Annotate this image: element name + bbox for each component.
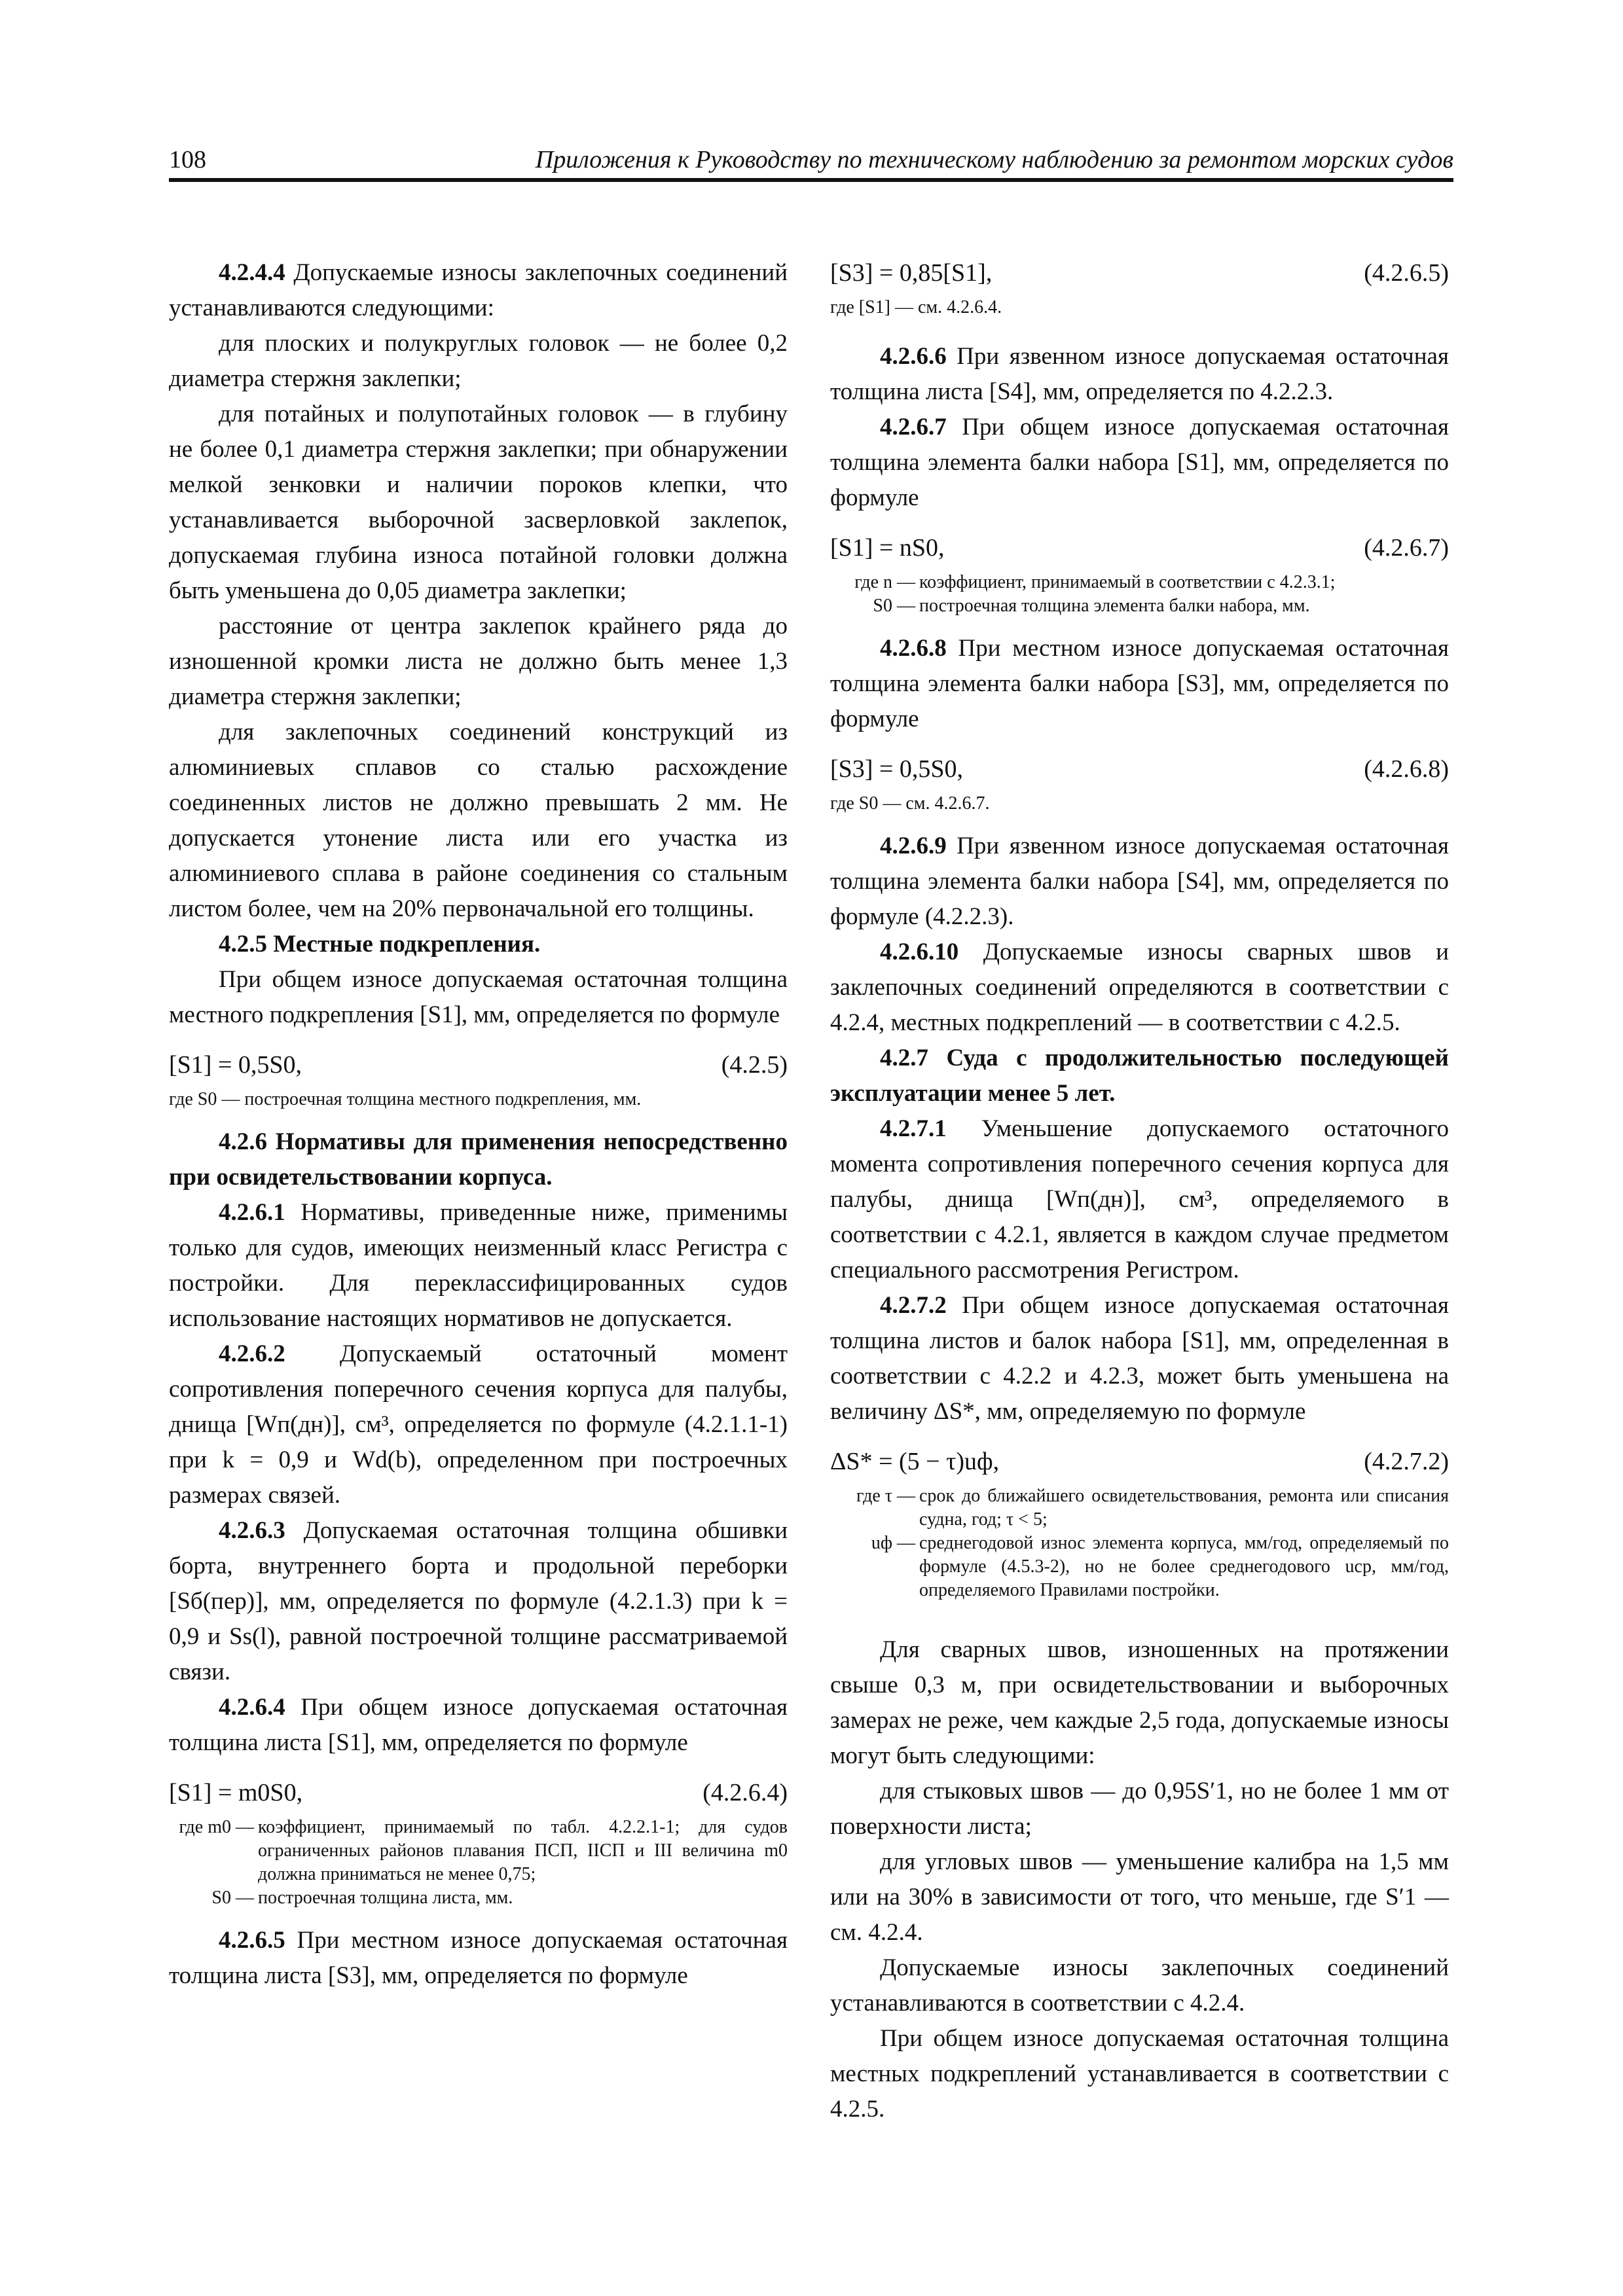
right-column	[830, 255, 1449, 2127]
paragraph-4-2-7-1: 4.2.7.1 Уменьшение допускаемого остаточного момента сопротивления поперечного сечения корпуса для палубы, днища [Wп(дн)], см³, определяемого в соответствии с 4.2.1, является в каждом случае предметом специального рассмотрения Регистром.	[830, 1115, 1449, 1283]
paragraph: Допускаемые износы заклепочных соединений устанавливаются в соответствии с 4.2.4.	[830, 1954, 1449, 2017]
paragraph-4-2-6-1: 4.2.6.1 Нормативы, приведенные ниже, применимы только для судов, имеющих неизменный класс Регистра с постройки. Для переклассифицированных судов использование настоящих нормативов не допускается.	[169, 1199, 788, 1332]
paragraph-4-2-6-3: 4.2.6.3 Допускаемая остаточная толщина обшивки борта, внутреннего борта и продольной переборки [Sб(пер)], мм, определяется по формуле (4.2.1.3) при k = 0,9 и Ss(l), равной построечной толщине рассматриваемой связи.	[169, 1517, 788, 1685]
formula-4-2-6-5	[830, 255, 1449, 291]
paragraph: для стыковых швов — до 0,95S′1, но не более 1 мм от поверхности листа;	[830, 1778, 1449, 1840]
formula-number: (4.2.6.8)	[1364, 755, 1449, 783]
formula-4-2-6-8	[830, 751, 1449, 787]
formula-number: (4.2.6.7)	[1364, 534, 1449, 562]
formula-note: где n — коэффициент, принимаемый в соответствии с 4.2.3.1; S0 — построечная толщина элемента балки набора, мм.	[854, 572, 1336, 616]
formula-note: где S0 — построечная толщина местного подкрепления, мм.	[169, 1089, 642, 1109]
paragraph-4-2-4-4: 4.2.4.4 Допускаемые износы заклепочных соединений устанавливаются следующими:	[169, 259, 788, 321]
paragraph-4-2-7-2: 4.2.7.2 При общем износе допускаемая остаточная толщина листов и балок набора [S1], мм, определенная в соответствии с 4.2.2 и 4.2.3, может быть уменьшена на величину ΔS*, мм, определяемую по формуле	[830, 1292, 1449, 1425]
formula-number: (4.2.6.4)	[702, 1779, 788, 1806]
paragraph-4-2-6-5: 4.2.6.5 При местном износе допускаемая остаточная толщина листа [S3], мм, определяется по формуле	[169, 1927, 788, 1989]
paragraph-4-2-6-10: 4.2.6.10 Допускаемые износы сварных швов и заклепочных соединений определяются в соответствии с 4.2.4, местных подкреплений — в соответствии с 4.2.5.	[830, 939, 1449, 1036]
formula-4-2-7-2	[830, 1444, 1449, 1479]
section-heading-4-2-7: 4.2.7 Суда с продолжительностью последующей эксплуатации менее 5 лет.	[830, 1045, 1449, 1107]
formula-number: (4.2.7.2)	[1364, 1448, 1449, 1475]
formula-number: (4.2.6.5)	[1364, 259, 1449, 287]
formula-4-2-6-7	[830, 530, 1449, 565]
formula-4-2-6-4	[169, 1775, 788, 1810]
paragraph-4-2-6-4: 4.2.6.4 При общем износе допускаемая остаточная толщина листа [S1], мм, определяется по формуле	[169, 1694, 788, 1756]
paragraph: для потайных и полупотайных головок — в глубину не более 0,1 диаметра стержня заклепки; при обнаружении мелкой зенковки и наличии пороков клепки, что устанавливается выборочной засверловкой заклепок, допускаемая глубина износа потайной головки должна быть уменьшена до 0,05 диаметра заклепки;	[169, 401, 788, 604]
formula-number: (4.2.5)	[721, 1051, 788, 1079]
paragraph-4-2-6-8: 4.2.6.8 При местном износе допускаемая остаточная толщина элемента балки набора [S3], мм, определяется по формуле	[830, 635, 1449, 732]
paragraph: для плоских и полукруглых головок — не более 0,2 диаметра стержня заклепки;	[169, 330, 788, 392]
paragraph: для угловых швов — уменьшение калибра на 1,5 мм или на 30% в зависимости от того, что меньше, где S′1 — см. 4.2.4.	[830, 1848, 1449, 1946]
paragraph: При общем износе допускаемая остаточная толщина местных подкреплений устанавливается в соответствии с 4.2.5.	[830, 2025, 1449, 2123]
running-title: Приложения к Руководству по техническому наблюдению за ремонтом морских судов	[535, 146, 1453, 173]
formula-expression: [S3] = 0,5S0,	[830, 755, 964, 783]
paragraph-4-2-6-9: 4.2.6.9 При язвенном износе допускаемая остаточная толщина элемента балки набора [S4], мм, определяется по формуле (4.2.2.3).	[830, 833, 1449, 930]
formula-4-2-5	[169, 1047, 788, 1083]
formula-note: где [S1] — см. 4.2.6.4.	[830, 297, 1002, 317]
paragraph-4-2-6-2: 4.2.6.2 Допускаемый остаточный момент сопротивления поперечного сечения корпуса для палубы, днища [Wп(дн)], см³, определяется по формуле (4.2.1.1-1) при k = 0,9 и Wd(b), определенном при построечных размерах связей.	[169, 1340, 788, 1509]
formula-expression: [S3] = 0,85[S1],	[830, 259, 993, 287]
header-rule	[169, 178, 1453, 182]
paragraph-4-2-6-7: 4.2.6.7 При общем износе допускаемая остаточная толщина элемента балки набора [S1], мм, определяется по формуле	[830, 414, 1449, 511]
formula-expression: [S1] = m0S0,	[169, 1779, 303, 1806]
paragraph-4-2-6-6: 4.2.6.6 При язвенном износе допускаемая остаточная толщина листа [S4], мм, определяется по 4.2.2.3.	[830, 343, 1449, 405]
paragraph: расстояние от центра заклепок крайнего ряда до изношенной кромки листа не должно быть менее 1,3 диаметра стержня заклепки;	[169, 613, 788, 710]
section-heading-4-2-5: 4.2.5 Местные подкрепления.	[219, 931, 541, 958]
formula-expression: [S1] = nS0,	[830, 534, 945, 562]
paragraph: При общем износе допускаемая остаточная толщина местного подкрепления [S1], мм, определяется по формуле	[169, 966, 788, 1028]
page-header	[169, 143, 1453, 179]
section-heading-4-2-6: 4.2.6 Нормативы для применения непосредственно при освидетельствовании корпуса.	[169, 1128, 788, 1191]
left-column	[169, 255, 788, 1994]
formula-note: где τ — срок до ближайшего освидетельствования, ремонта или списания судна, год; τ < 5; uф — среднегодовой износ элемента корпуса, мм/год, определяемый по формуле (4.5.3-2), но не более среднегодового uср, мм/год, определяемого Правилами постройки.	[856, 1486, 1449, 1600]
formula-expression: ΔS* = (5 − τ)uф,	[830, 1448, 1000, 1475]
paragraph: Для сварных швов, изношенных на протяжении свыше 0,3 м, при освидетельствовании и выборочных замерах не реже, чем каждые 2,5 года, допускаемые износы могут быть следующими:	[830, 1636, 1449, 1769]
formula-note: где S0 — см. 4.2.6.7.	[830, 793, 990, 814]
paragraph: для заклепочных соединений конструкций из алюминиевых сплавов со сталью расхождение соединенных листов не должно превышать 2 мм. Не допускается утонение листа или его участка из алюминиевого сплава в районе соединения со стальным листом более, чем на 20% первоначальной его толщины.	[169, 719, 788, 922]
page-number: 108	[169, 146, 206, 173]
formula-expression: [S1] = 0,5S0,	[169, 1051, 302, 1079]
formula-note: где m0 — коэффициент, принимаемый по табл. 4.2.2.1-1; для судов ограниченных районов плавания ПСП, IIСП и III величина m0 должна приниматься не менее 0,75; S0 — построечная толщина листа, мм.	[179, 1817, 788, 1908]
